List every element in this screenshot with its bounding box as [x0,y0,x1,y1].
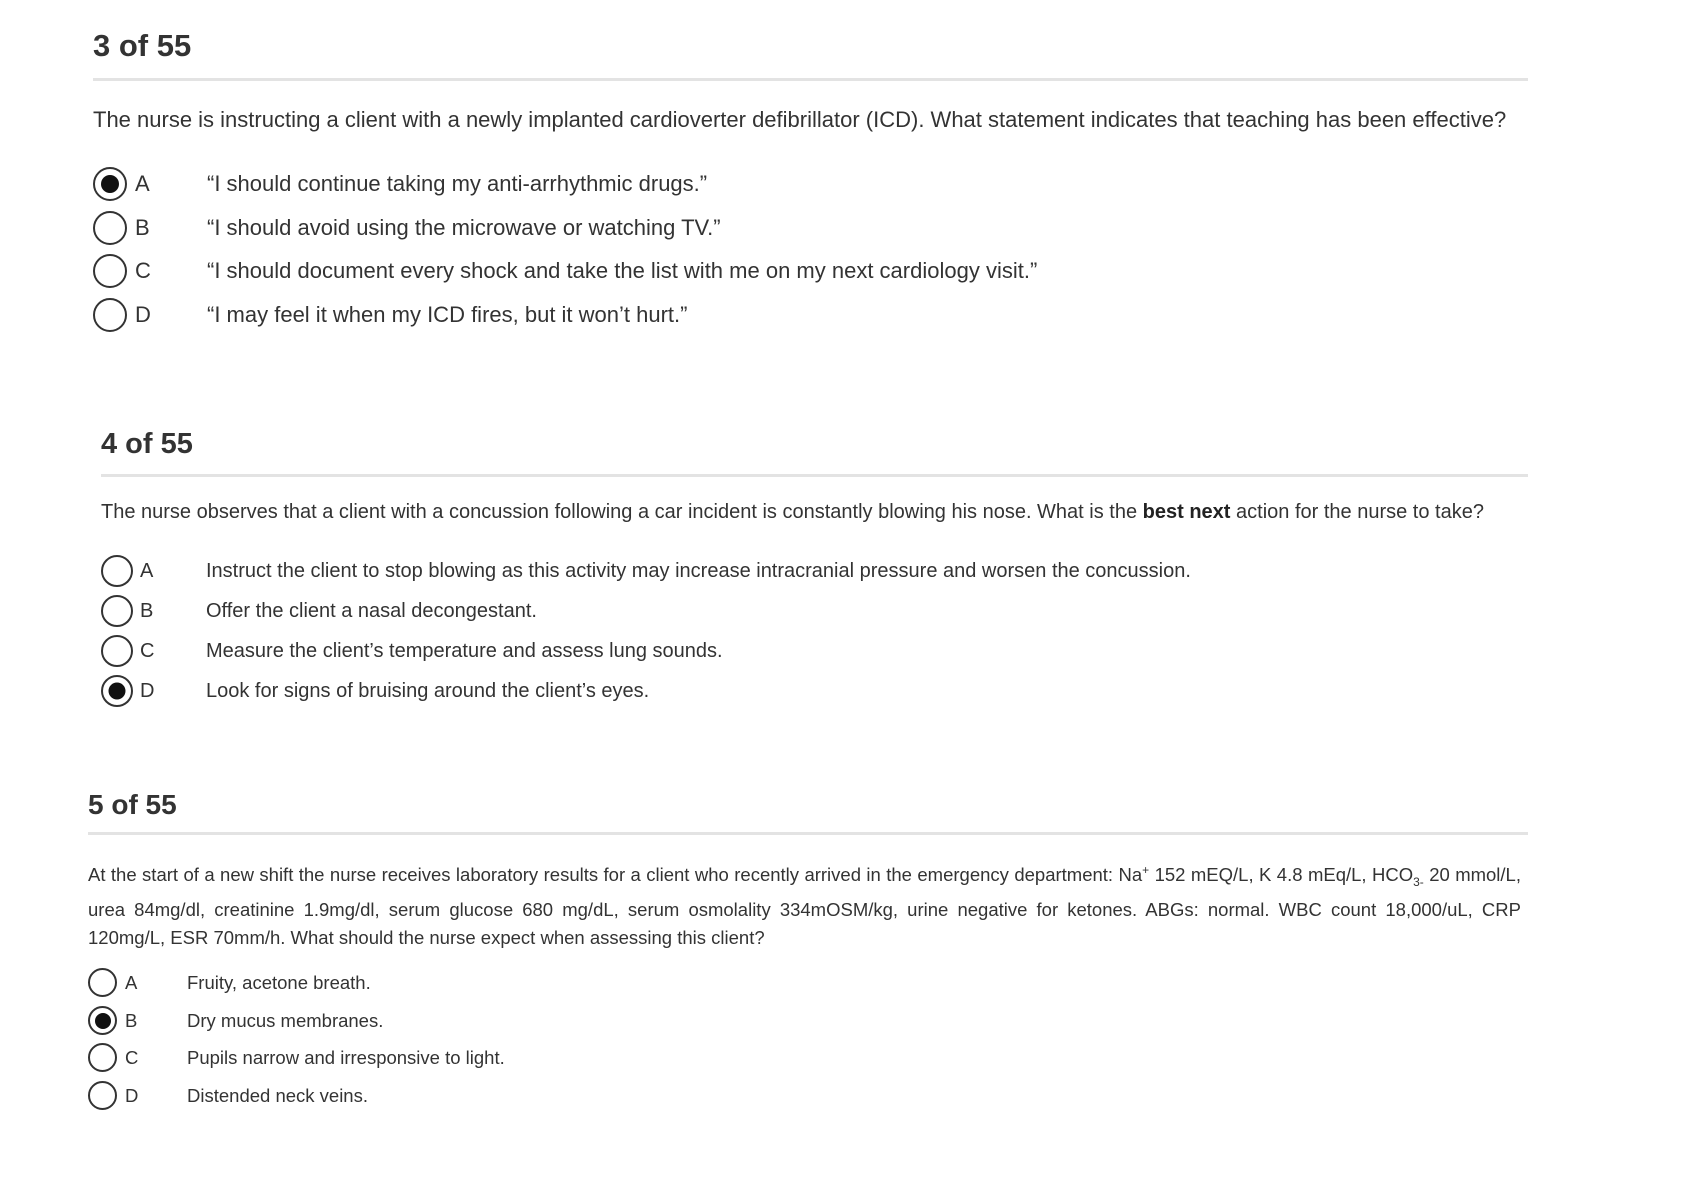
option-letter: D [140,680,155,702]
radio-button[interactable] [93,167,127,201]
radio-dot [101,175,119,193]
option-a[interactable] [93,167,1393,203]
radio-button[interactable] [101,555,133,587]
radio-button[interactable] [93,211,127,245]
divider [101,474,1528,477]
option-text: Fruity, acetone breath. [187,972,371,993]
prompt-text: At the start of a new shift the nurse receives laboratory results for a client who recently arrived in the emergency department: Na [88,864,1143,886]
question-number: 3 of 55 [93,28,192,63]
option-letter: C [140,640,155,662]
radio-dot [95,1013,111,1029]
option-d[interactable] [88,1081,1388,1113]
option-text: “I should avoid using the microwave or watching TV.” [207,215,721,240]
option-letter: D [135,302,151,327]
option-text: “I should continue taking my anti-arrhythmic drugs.” [207,171,708,196]
option-a[interactable] [88,968,1388,1000]
prompt-text: action for the nurse to take? [1230,501,1484,523]
option-c[interactable] [101,635,1401,669]
superscript: + [1142,863,1150,877]
radio-button[interactable] [101,595,133,627]
option-letter: C [135,258,151,283]
option-letter: B [135,215,150,240]
option-b[interactable] [101,595,1401,629]
divider [93,78,1528,81]
radio-button[interactable] [101,675,133,707]
option-text: Look for signs of bruising around the client’s eyes. [206,680,650,702]
divider [88,832,1528,835]
radio-button[interactable] [93,298,127,332]
prompt-emphasis: best next [1142,501,1231,523]
option-text: Offer the client a nasal decongestant. [206,600,537,622]
subscript: 3- [1413,874,1424,889]
option-b[interactable] [93,211,1393,247]
option-letter: C [125,1047,139,1068]
option-d[interactable] [93,298,1393,334]
option-letter: A [140,560,154,582]
radio-button[interactable] [88,1006,117,1035]
prompt-text: The nurse observes that a client with a concussion following a car incident is constantly blowing his nose. What is the [101,501,1143,523]
question-prompt: The nurse is instructing a client with a newly implanted cardioverter defibrillator (ICD). What statement indicates that teaching has been effective? [93,107,1507,132]
option-letter: D [125,1085,139,1106]
question-number: 4 of 55 [101,428,193,460]
option-b[interactable] [88,1006,1388,1038]
radio-button[interactable] [88,968,117,997]
option-letter: A [125,972,138,993]
prompt-text: 20 mmol/L, urea 84mg/dl, creatinine 1.9mg/dl, serum glucose 680 mg/dL, serum osmolality 334mOSM/kg, urine negative for ketones. ABGs: normal. WBC count 18,000/uL, CRP 120mg/L, ESR 70mm/h. What should the nurse expect when assessing this client? [88,864,1521,948]
option-c[interactable] [93,254,1393,290]
option-text: “I should document every shock and take the list with me on my next cardiology visit.” [207,258,1038,283]
option-text: Instruct the client to stop blowing as this activity may increase intracranial pressure and worsen the concussion. [206,560,1191,582]
option-c[interactable] [88,1043,1388,1075]
radio-button[interactable] [88,1081,117,1110]
option-d[interactable] [101,675,1401,709]
question-prompt [88,856,1521,952]
option-a[interactable] [101,555,1401,589]
option-letter: B [125,1010,138,1031]
radio-dot [109,683,126,700]
radio-button[interactable] [93,254,127,288]
question-prompt [101,501,1484,524]
option-text: Measure the client’s temperature and assess lung sounds. [206,640,723,662]
option-text: Distended neck veins. [187,1085,368,1106]
option-text: Pupils narrow and irresponsive to light. [187,1047,505,1068]
option-letter: B [140,600,154,622]
prompt-text: 152 mEQ/L, K 4.8 mEq/L, HCO [1149,864,1414,886]
option-letter: A [135,171,150,196]
option-text: “I may feel it when my ICD fires, but it won’t hurt.” [207,302,688,327]
radio-button[interactable] [101,635,133,667]
option-text: Dry mucus membranes. [187,1010,384,1031]
question-number: 5 of 55 [88,789,177,820]
radio-button[interactable] [88,1043,117,1072]
